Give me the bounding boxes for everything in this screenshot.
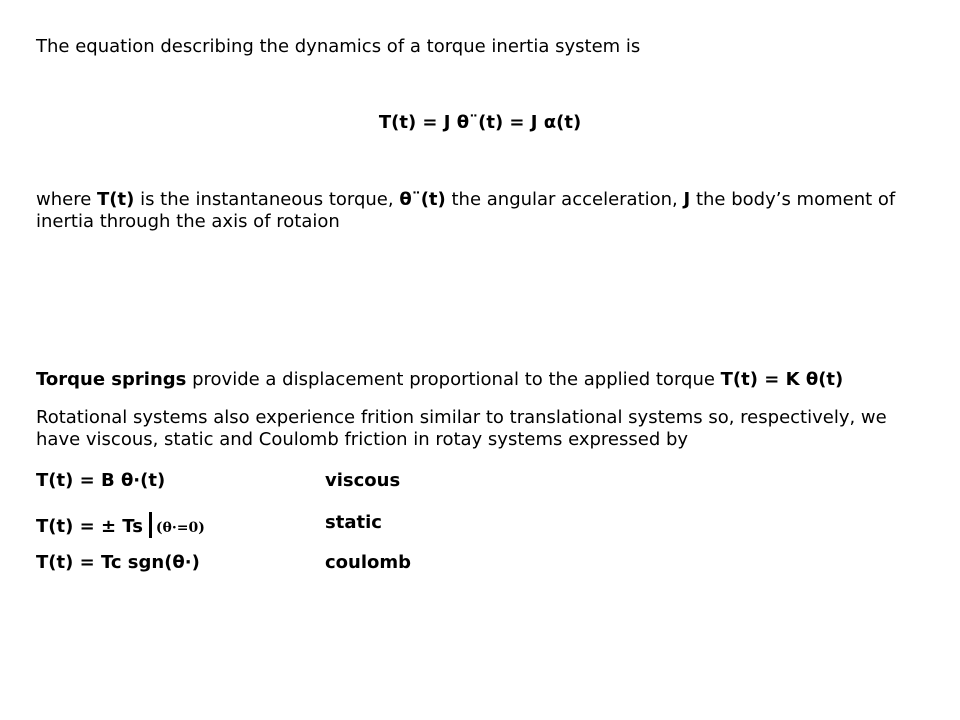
where-paragraph <box>36 189 926 233</box>
friction-paragraph: Rotational systems also experience frition similar to translational systems so, respectively, we have viscous, static and Coulomb friction in rotay systems expressed by <box>36 407 887 450</box>
springs-sentence <box>36 369 843 391</box>
static-equation-row <box>36 512 205 539</box>
evaluation-bar <box>149 512 152 538</box>
where-acceleration-symbol: θ¨(t) <box>399 189 446 210</box>
springs-text: provide a displacement proportional to the applied torque <box>186 369 721 390</box>
viscous-equation: T(t) = B θ·(t) <box>36 470 166 491</box>
springs-equation: T(t) = K θ(t) <box>720 369 844 390</box>
static-condition: (θ·=0) <box>155 520 205 536</box>
where-torque-symbol: T(t) <box>97 189 135 210</box>
main-equation: T(t) = J θ¨(t) = J α(t) <box>378 112 582 133</box>
coulomb-equation: T(t) = Tc sgn(θ·) <box>36 552 200 573</box>
static-equation: T(t) = ± Ts <box>36 516 143 537</box>
springs-term: Torque springs <box>36 369 187 390</box>
coulomb-label: coulomb <box>325 552 412 573</box>
where-text-1: where <box>36 189 98 210</box>
where-text-3: the angular acceleration, <box>445 189 684 210</box>
viscous-label: viscous <box>325 470 401 491</box>
where-text-2: is the instantaneous torque, <box>134 189 400 210</box>
where-inertia-symbol: J <box>683 189 691 210</box>
static-label: static <box>325 512 382 533</box>
intro-text: The equation describing the dynamics of a torque inertia system is <box>36 36 641 57</box>
where-text-4: the body’s moment of inertia through the axis of rotaion <box>36 189 896 232</box>
